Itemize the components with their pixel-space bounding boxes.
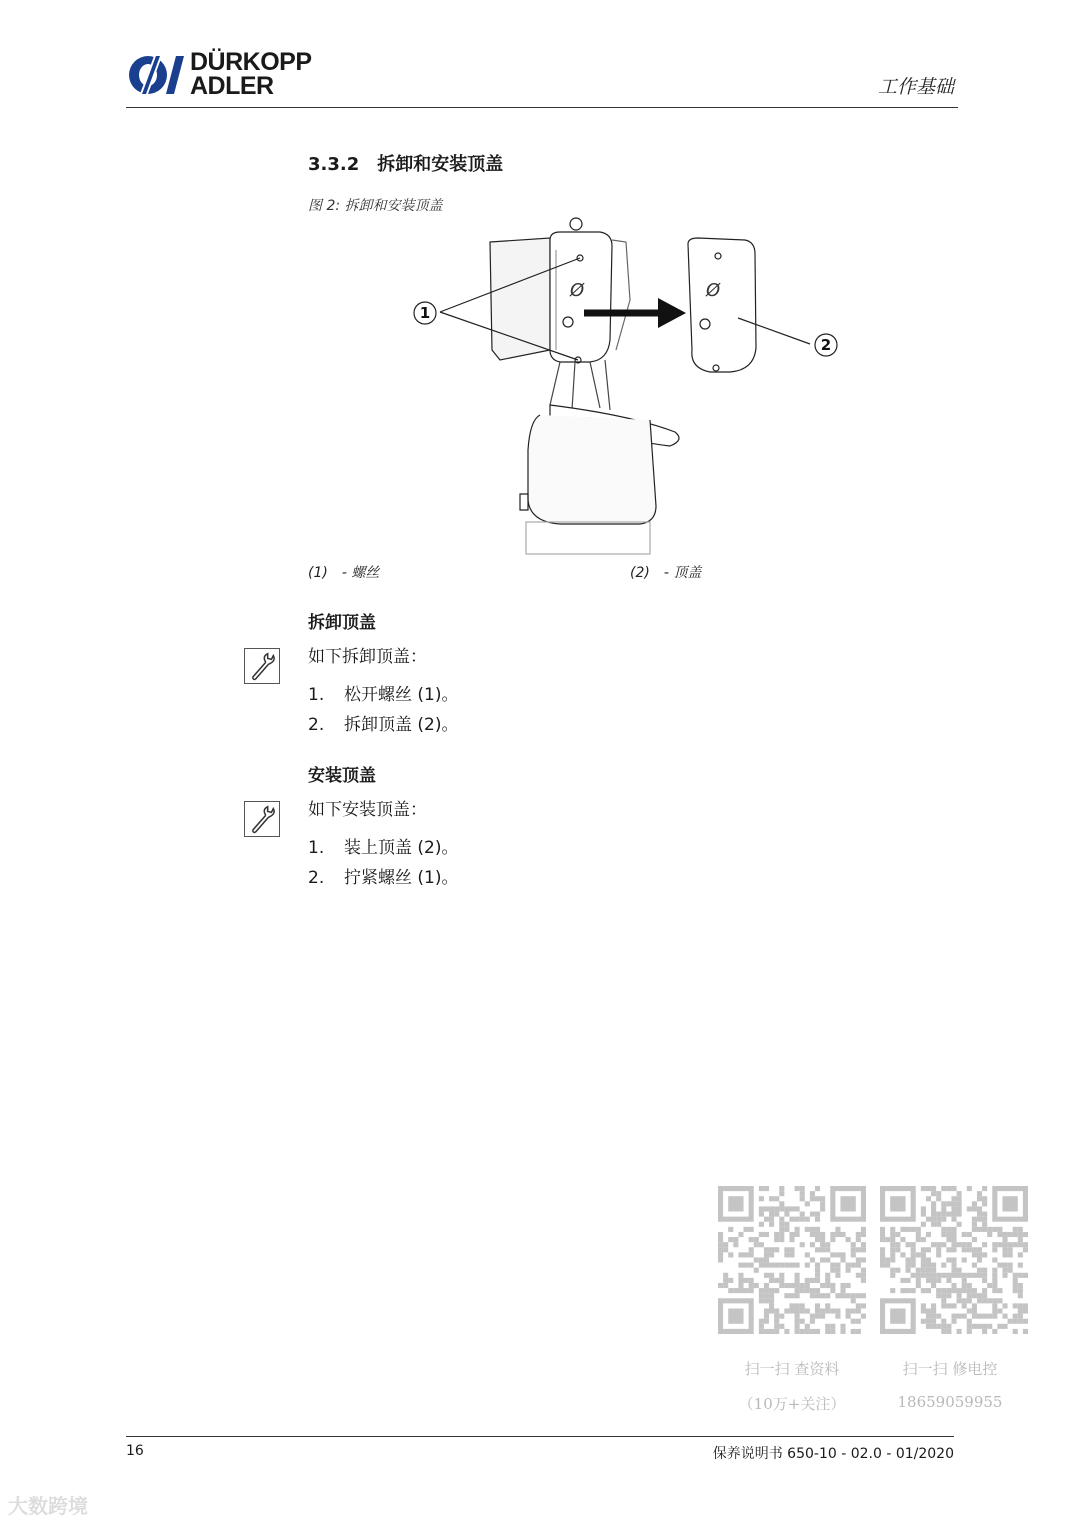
legend-item-screw	[308, 562, 379, 582]
document-reference: 保养说明书 650-10 - 02.0 - 01/2020	[712, 1446, 954, 1462]
step-number: 2.	[308, 715, 325, 735]
qr-caption-line: 18659059955	[897, 1393, 1003, 1411]
qr-caption-line: （10万+关注）	[738, 1395, 846, 1413]
step-text: 拆卸顶盖 (2)。	[344, 715, 459, 735]
legend-num: (2)	[630, 565, 650, 581]
remove-step-2	[308, 710, 458, 735]
section-number: 3.3.2	[308, 154, 360, 175]
brand-line-1: DÜRKOPP	[190, 48, 312, 76]
remove-heading: 拆卸顶盖	[308, 613, 376, 633]
section-heading	[308, 150, 503, 176]
step-number: 1.	[308, 685, 325, 705]
step-text: 装上顶盖 (2)。	[344, 838, 459, 858]
watermark: 大数跨境	[8, 1494, 88, 1518]
legend-label: - 顶盖	[663, 565, 702, 581]
brand-line-2: ADLER	[190, 72, 274, 100]
remove-step-1	[308, 680, 458, 705]
chapter-title: 工作基础	[877, 76, 954, 98]
svg-text:Ø: Ø	[706, 280, 721, 301]
sewing-machine-illustration	[400, 210, 870, 560]
install-step-1	[308, 833, 458, 858]
qr-caption-1	[712, 1358, 872, 1414]
install-intro: 如下安装顶盖：	[308, 800, 427, 820]
wrench-icon	[244, 648, 280, 684]
brand-logo-icon	[126, 52, 186, 98]
remove-intro: 如下拆卸顶盖：	[308, 647, 427, 667]
step-text: 松开螺丝 (1)。	[344, 685, 459, 705]
wrench-icon	[244, 801, 280, 837]
install-step-2	[308, 863, 458, 888]
footer-divider	[126, 1436, 954, 1437]
qr-caption-line: 扫一扫 查资料	[744, 1360, 840, 1378]
brand-name	[190, 50, 312, 98]
install-heading: 安装顶盖	[308, 766, 376, 786]
figure-caption: 图 2: 拆卸和安装顶盖	[308, 198, 443, 214]
qr-code-icon[interactable]	[718, 1186, 866, 1334]
callout-2-label: 2	[820, 336, 832, 354]
callout-1-label: 1	[419, 304, 431, 322]
section-title: 拆卸和安装顶盖	[377, 154, 504, 175]
step-number: 2.	[308, 868, 325, 888]
legend-num: (1)	[308, 565, 328, 581]
qr-code-icon[interactable]	[880, 1186, 1028, 1334]
step-number: 1.	[308, 838, 325, 858]
qr-caption-line: 扫一扫 修电控	[902, 1360, 998, 1378]
step-text: 拧紧螺丝 (1)。	[344, 868, 459, 888]
legend-item-cover	[630, 562, 701, 582]
qr-caption-2	[870, 1358, 1030, 1411]
legend-label: - 螺丝	[341, 565, 380, 581]
svg-text:Ø: Ø	[570, 280, 585, 301]
page-number: 16	[126, 1443, 144, 1459]
header-divider	[126, 107, 958, 108]
